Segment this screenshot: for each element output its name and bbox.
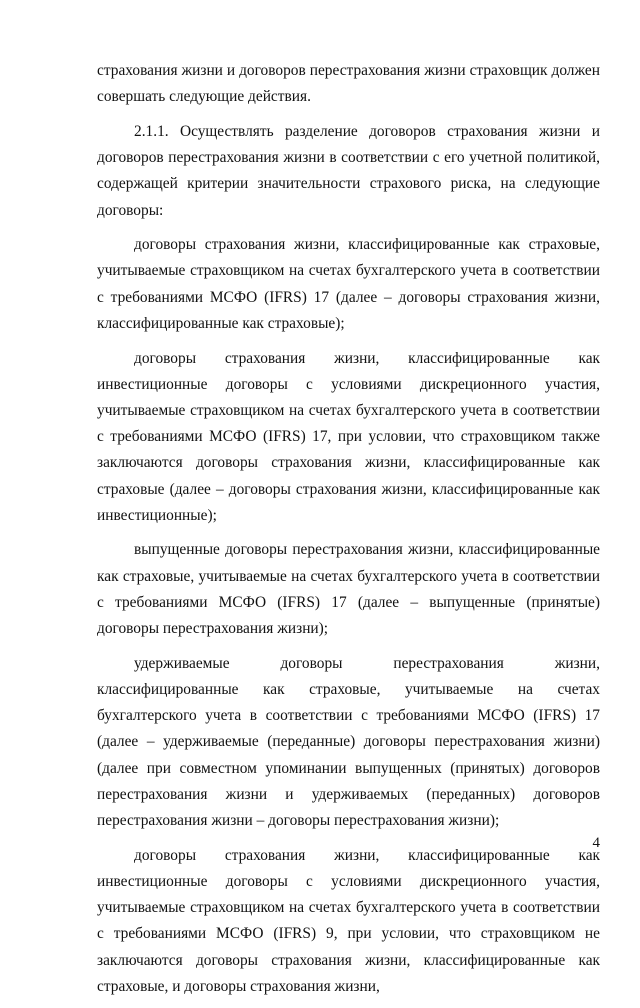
paragraph-issued-reinsurance: выпущенные договоры перестрахования жизни, классифицированные как страховые, учитываемые на счетах бухгалтерского учета в соответствии с требованиями МСФО (IFRS) 17 (далее – выпущенные (принятые) договоры перестрахования жизни); (97, 541, 600, 638)
page-number: 4 (592, 835, 600, 851)
paragraph-investment-contracts-ifrs9: договоры страхования жизни, классифицированные как инвестиционные договоры с условиями дискреционного участия, учитываемые страховщиком на счетах бухгалтерского учета в соответствии с требованиями МСФО (IFRS) 9, при условии, что страховщиком не заключаются договоры страхования жизни, классифицированные как страховые, и договоры страхования жизни, (97, 846, 600, 995)
paragraph-investment-contracts-ifrs17: договоры страхования жизни, классифицированные как инвестиционные договоры с условиями дискреционного участия, учитываемые страховщиком на счетах бухгалтерского учета в соответствии с требованиями МСФО (IFRS) 17, при условии, что страховщиком также заключаются договоры страхования жизни, классифицированные как страховые (далее – договоры страхования жизни, классифицированные как инвестиционные); (97, 349, 600, 524)
paragraph-life-insurance-contracts: договоры страхования жизни, классифицированные как страховые, учитываемые страховщиком на счетах бухгалтерского учета в соответствии с требованиями МСФО (IFRS) 17 (далее – договоры страхования жизни, классифицированные как страховые); (97, 236, 600, 332)
paragraph-continuation: страхования жизни и договоров перестрахования жизни страховщик должен совершать следующие действия. (97, 62, 600, 106)
paragraph-2-1-1: 2.1.1. Осуществлять разделение договоров страхования жизни и договоров перестрахования жизни в соответствии с его учетной политикой, содержащей критерии значительности страхового риска, на следующие договоры: (97, 122, 600, 219)
document-body (97, 58, 600, 1008)
paragraph-held-reinsurance: удерживаемые договоры перестрахования жизни, классифицированные как страховые, учитываемые на счетах бухгалтерского учета в соответствии с требованиями МСФО (IFRS) 17 (далее – удерживаемые (переданные) договоры перестрахования жизни) (далее при совместном упоминании выпущенных (принятых) договоров перестрахования жизни и удерживаемых (переданных) договоров перестрахования жизни – договоры перестрахования жизни); (97, 654, 600, 829)
